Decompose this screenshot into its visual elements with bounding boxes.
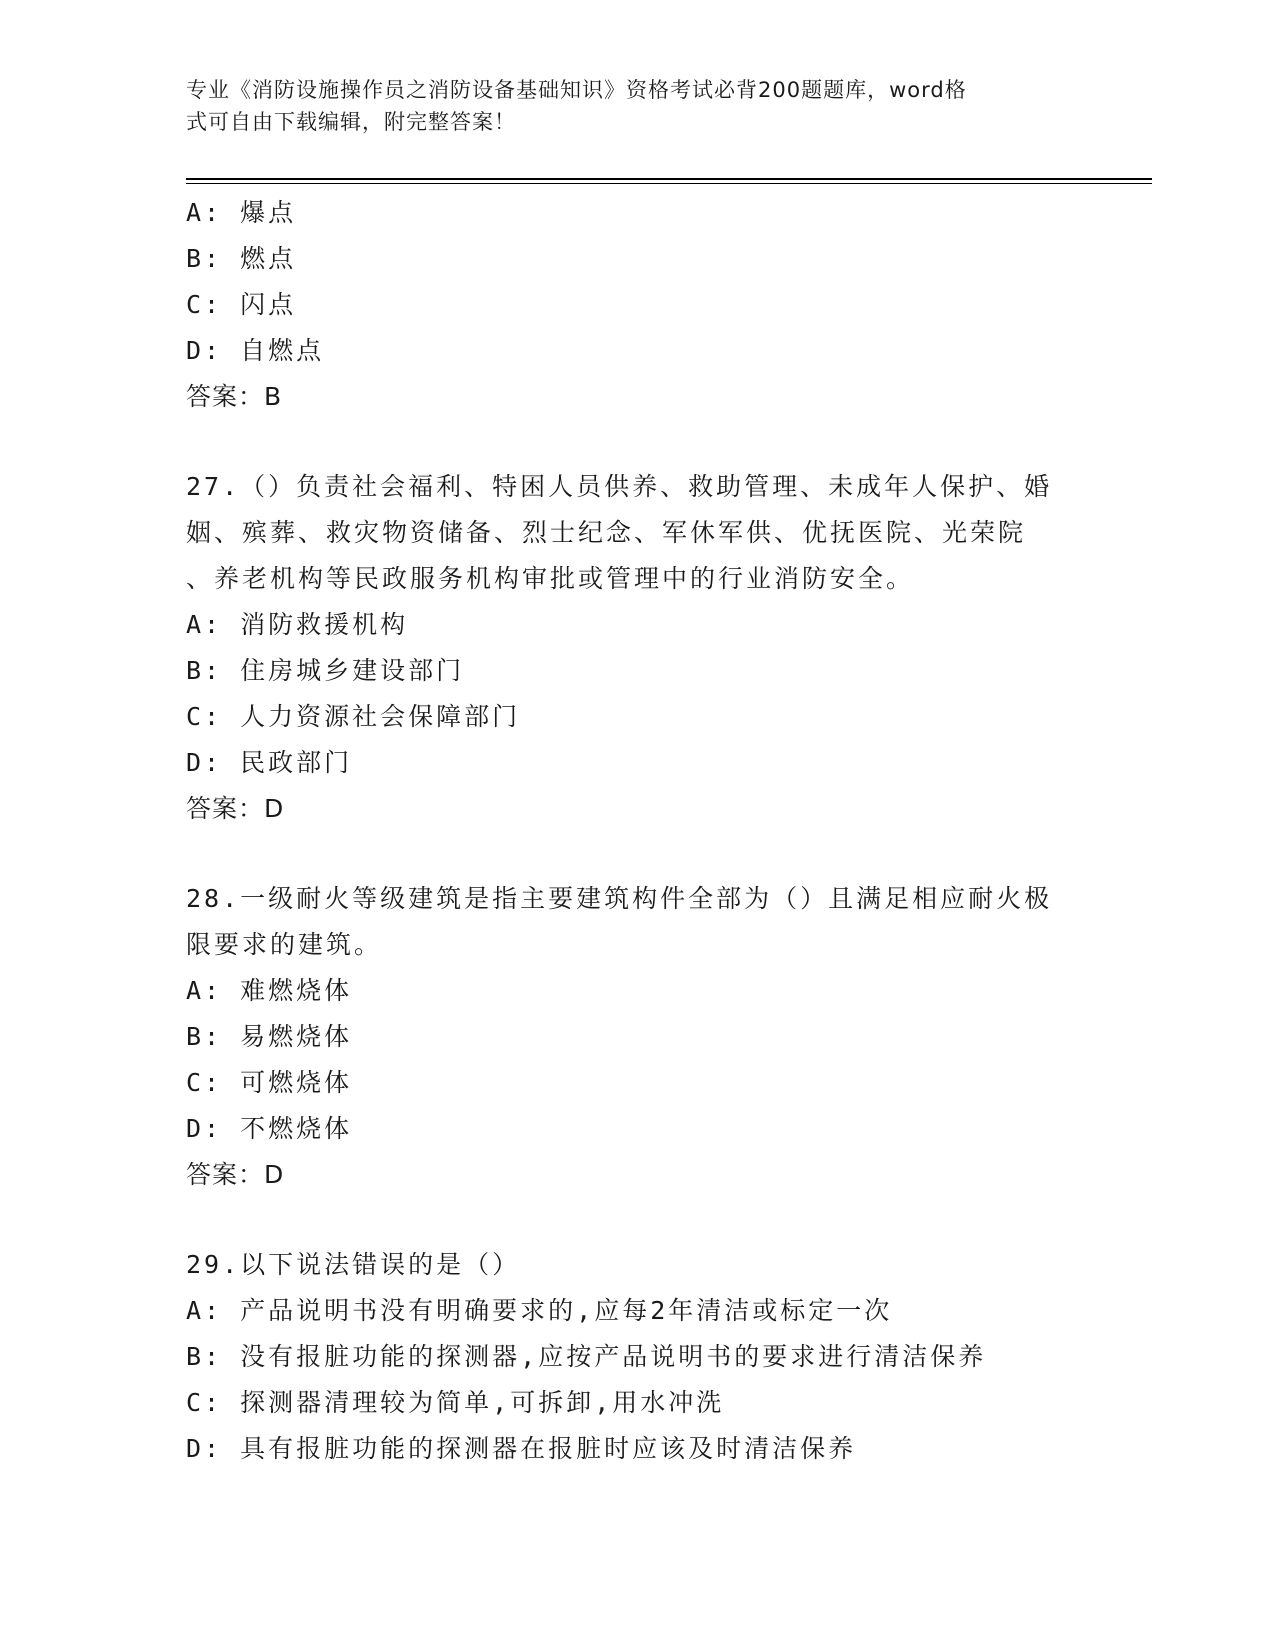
answer: 答案：D [186,794,285,823]
header-rule-thick [186,178,1152,180]
question-stem-line: 限要求的建筑。 [186,930,383,959]
question-28 [186,876,1086,1198]
question-27 [186,464,1086,832]
document-header [186,74,1066,138]
option-d: D: 具有报脏功能的探测器在报脏时应该及时清洁保养 [186,1434,857,1463]
question-content [186,190,1086,1472]
question-stem-line: 姻、殡葬、救灾物资储备、烈士纪念、军休军供、优抚医院、光荣院 [186,518,1027,547]
question-stem-line: 29.以下说法错误的是（） [186,1250,521,1279]
header-line-1: 专业《消防设施操作员之消防设备基础知识》资格考试必背200题题库，word格 [186,78,967,102]
answer: 答案：B [186,382,283,411]
partial-question [186,190,1086,420]
option-a: A: 产品说明书没有明确要求的,应每2年清洁或标定一次 [186,1296,893,1325]
answer: 答案：D [186,1160,285,1189]
option-d: D: 不燃烧体 [186,1114,353,1143]
option-c: C: 可燃烧体 [186,1068,353,1097]
option-b: B: 住房城乡建设部门 [186,656,465,685]
option-c: C: 闪点 [186,290,297,319]
option-c: C: 人力资源社会保障部门 [186,702,521,731]
option-a: A: 爆点 [186,198,297,227]
header-line-2: 式可自由下载编辑，附完整答案！ [186,110,516,134]
option-b: B: 燃点 [186,244,297,273]
option-a: A: 消防救援机构 [186,610,409,639]
option-d: D: 民政部门 [186,748,353,777]
option-a: A: 难燃烧体 [186,976,353,1005]
question-stem-line: 28.一级耐火等级建筑是指主要建筑构件全部为（）且满足相应耐火极 [186,884,1053,913]
option-b: B: 没有报脏功能的探测器,应按产品说明书的要求进行清洁保养 [186,1342,987,1371]
question-29 [186,1242,1086,1472]
question-stem-line: 27.（）负责社会福利、特困人员供养、救助管理、未成年人保护、婚 [186,472,1053,501]
option-b: B: 易燃烧体 [186,1022,353,1051]
question-stem-line: 、养老机构等民政服务机构审批或管理中的行业消防安全。 [186,564,915,593]
option-d: D: 自燃点 [186,336,325,365]
option-c: C: 探测器清理较为简单,可拆卸,用水冲洗 [186,1388,725,1417]
header-rule-thin [186,183,1152,184]
